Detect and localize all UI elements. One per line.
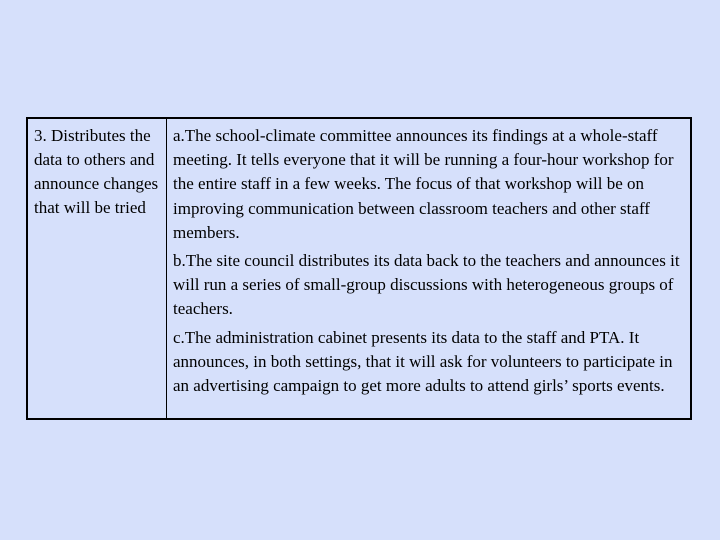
example-marker: a. [173, 126, 185, 145]
example-item-c [173, 326, 686, 399]
example-item-a [173, 124, 686, 245]
strategy-table [26, 117, 692, 420]
step-label: 3. Distributes the data to others and announce changes that will be tried [34, 126, 159, 217]
example-item-b [173, 249, 686, 322]
example-text: The site council distributes its data back to the teachers and announces it will run a series of small-group discussions with heterogeneous groups of teachers. [173, 251, 680, 319]
example-text: The school-climate committee announces its findings at a whole-staff meeting. It tells everyone that it will be running a four-hour workshop for the entire staff in a few weeks. The focus of that workshop will be on improving communication between classroom teachers and other staff members. [173, 126, 674, 242]
step-cell [28, 119, 167, 418]
example-marker: b. [173, 251, 186, 271]
examples-cell [167, 119, 690, 418]
example-marker: c. [173, 327, 185, 347]
example-text: The administration cabinet presents its data to the staff and PTA. It announces, in both settings, that it will ask for volunteers to participate in an advertising campaign to get more adults to attend girls’ sports events. [173, 327, 673, 396]
